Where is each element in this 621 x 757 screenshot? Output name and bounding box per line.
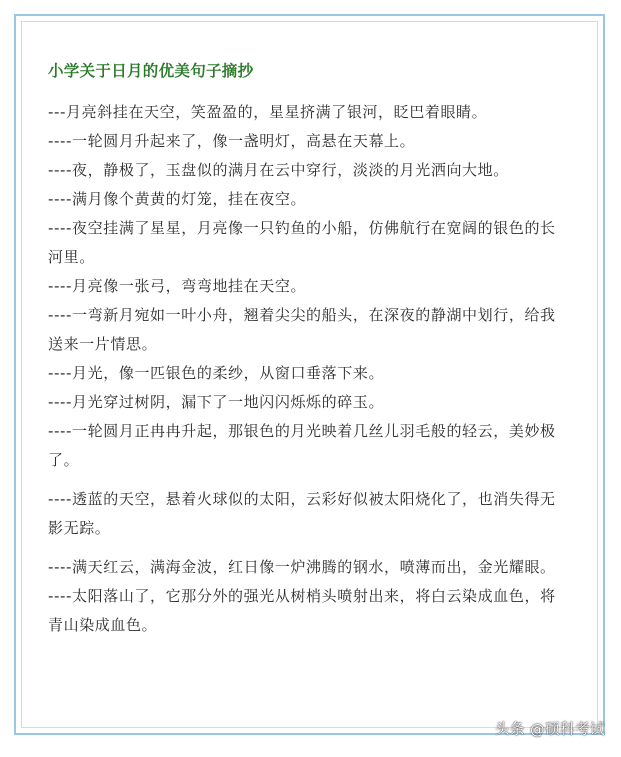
sentence-2: ----一轮圆月升起来了，像一盏明灯，高悬在天幕上。: [48, 132, 416, 150]
document-content: [48, 60, 558, 640]
sentence-7: ----一弯新月宛如一叶小舟，翘着尖尖的船头，在深夜的静湖中划行，给我送来一片情思。: [48, 306, 556, 353]
sentence-11: ----透蓝的天空，悬着火球似的太阳，云彩好似被太阳烧化了，也消失得无影无踪。: [48, 490, 556, 537]
sentence-5: ----夜空挂满了星星，月亮像一只钓鱼的小船，仿佛航行在宽阔的银色的长河里。: [48, 219, 556, 266]
sentence-9: ----月光穿过树阴，漏下了一地闪闪烁烁的碎玉。: [48, 393, 385, 411]
watermark: 头条 @硕科考试: [494, 722, 605, 738]
sentence-12: ----满天红云，满海金波，红日像一炉沸腾的钢水，喷薄而出，金光耀眼。: [48, 558, 556, 576]
sentence-1: ---月亮斜挂在天空，笑盈盈的，星星挤满了银河，眨巴着眼睛。: [48, 103, 488, 121]
sentence-4: ----满月像个黄黄的灯笼，挂在夜空。: [48, 190, 307, 208]
sentence-8: ----月光，像一匹银色的柔纱，从窗口垂落下来。: [48, 364, 385, 382]
sentence-3: ----夜，静极了，玉盘似的满月在云中穿行，淡淡的月光洒向大地。: [48, 161, 509, 179]
document-title: 小学关于日月的优美句子摘抄: [48, 62, 254, 80]
sentence-10: ----一轮圆月正冉冉升起，那银色的月光映着几丝儿羽毛般的轻云，美妙极了。: [48, 422, 556, 469]
sentence-6: ----月亮像一张弓，弯弯地挂在天空。: [48, 277, 307, 295]
sentence-13: ----太阳落山了，它那分外的强光从树梢头喷射出来，将白云染成血色，将青山染成血色。: [48, 587, 556, 634]
